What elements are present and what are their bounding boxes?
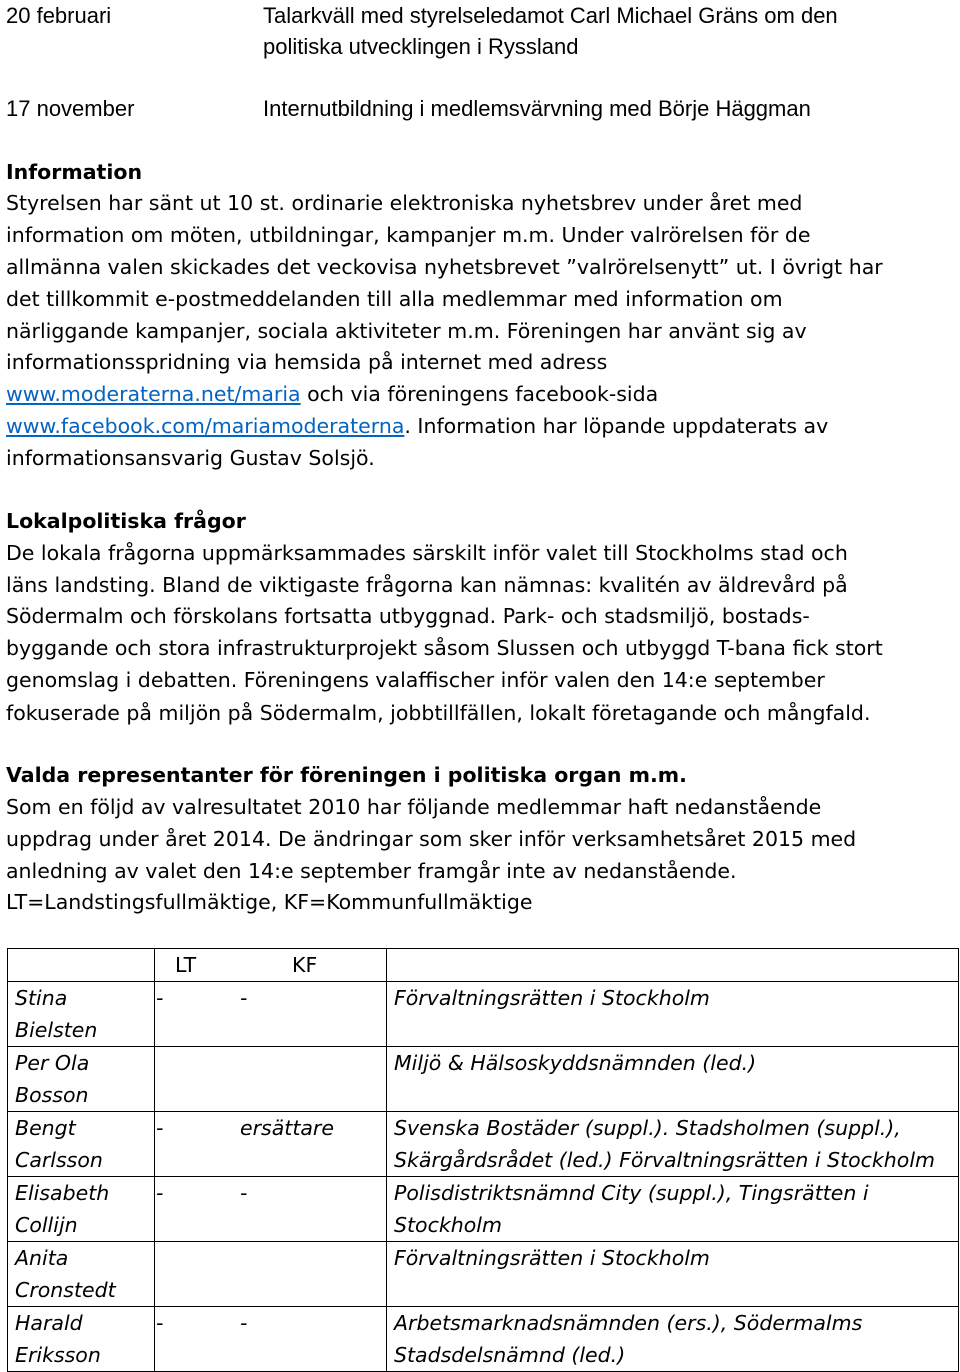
paragraph-line: uppdrag under året 2014. De ändringar som sker inför verksamhetsåret 2015 med xyxy=(6,827,857,851)
assignment-cell xyxy=(387,1242,959,1307)
lt-kf-cell xyxy=(155,1112,387,1177)
section-heading: Lokalpolitiska frågor xyxy=(6,509,246,533)
kf-value: - xyxy=(240,1311,248,1335)
table-header-cell xyxy=(8,949,155,982)
representatives-table xyxy=(7,948,959,1372)
table-row xyxy=(8,1307,959,1372)
member-first-name: Per Ola xyxy=(15,1051,90,1075)
assignment-line: Skärgårdsrådet (led.) Förvaltningsrätten i Stockholm xyxy=(394,1148,935,1172)
member-last-name: Collijn xyxy=(15,1213,78,1237)
paragraph-line: informationsansvarig Gustav Solsjö. xyxy=(6,446,375,470)
lt-kf-cell xyxy=(155,1177,387,1242)
member-last-name: Carlsson xyxy=(15,1148,103,1172)
paragraph-line: anledning av valet den 14:e september framgår inte av nedanstående. xyxy=(6,859,737,883)
member-name-cell xyxy=(8,982,155,1047)
member-last-name: Bielsten xyxy=(15,1018,98,1042)
kf-value: - xyxy=(240,986,248,1010)
paragraph-line: Styrelsen har sänt ut 10 st. ordinarie elektroniska nyhetsbrev under året med xyxy=(6,191,803,215)
table-header-row xyxy=(8,949,959,982)
member-first-name: Bengt xyxy=(15,1116,76,1140)
assignment-cell xyxy=(387,1047,959,1112)
lt-value: - xyxy=(156,1311,164,1335)
member-last-name: Bosson xyxy=(15,1083,89,1107)
member-first-name: Stina xyxy=(15,986,68,1010)
paragraph-line: det tillkommit e-postmeddelanden till alla medlemmar med information om xyxy=(6,287,783,311)
table-header-cell xyxy=(387,949,959,982)
lt-kf-cell xyxy=(155,1047,387,1112)
section-heading: Valda representanter för föreningen i politiska organ m.m. xyxy=(6,763,687,787)
paragraph-line: De lokala frågorna uppmärksammades särskilt inför valet till Stockholms stad och xyxy=(6,541,848,565)
lt-kf-cell xyxy=(155,982,387,1047)
lt-value: - xyxy=(156,1181,164,1205)
member-last-name: Cronstedt xyxy=(15,1278,116,1302)
assignment-line: Stadsdelsnämnd (led.) xyxy=(394,1343,626,1367)
event-date: 17 november xyxy=(6,96,135,121)
assignment-line: Miljö & Hälsoskyddsnämnden (led.) xyxy=(394,1051,757,1075)
paragraph-line: läns landsting. Bland de viktigaste frågorna kan nämnas: kvalitén av äldrevård på xyxy=(6,573,848,597)
member-name-cell xyxy=(8,1177,155,1242)
paragraph-line: informationsspridning via hemsida på internet med adress xyxy=(6,350,608,374)
event-description-line: Internutbildning i medlemsvärvning med Börje Häggman xyxy=(263,96,811,121)
lt-kf-cell xyxy=(155,1242,387,1307)
assignment-line: Förvaltningsrätten i Stockholm xyxy=(394,986,710,1010)
member-name-cell xyxy=(8,1047,155,1112)
event-date: 20 februari xyxy=(6,3,112,28)
table-row xyxy=(8,1242,959,1307)
paragraph-text: och via föreningens facebook-sida xyxy=(300,382,659,406)
assignment-cell xyxy=(387,1112,959,1177)
assignment-cell xyxy=(387,1177,959,1242)
assignment-line: Arbetsmarknadsnämnden (ers.), Södermalms xyxy=(394,1311,863,1335)
assignment-line: Förvaltningsrätten i Stockholm xyxy=(394,1246,710,1270)
paragraph-line: LT=Landstingsfullmäktige, KF=Kommunfullmäktige xyxy=(6,890,533,914)
table-row xyxy=(8,1177,959,1242)
event-description-line: politiska utvecklingen i Ryssland xyxy=(263,34,579,59)
assignment-cell xyxy=(387,982,959,1047)
member-first-name: Anita xyxy=(15,1246,69,1270)
column-header-kf: KF xyxy=(292,953,318,977)
paragraph-line: genomslag i debatten. Föreningens valaffischer inför valen den 14:e september xyxy=(6,668,825,692)
member-first-name: Harald xyxy=(15,1311,83,1335)
section-heading: Information xyxy=(6,160,143,184)
paragraph-line: Som en följd av valresultatet 2010 har följande medlemmar haft nedanstående xyxy=(6,795,822,819)
kf-value: - xyxy=(240,1181,248,1205)
table-row xyxy=(8,1112,959,1177)
assignment-cell xyxy=(387,1307,959,1372)
paragraph-line: Södermalm och förskolans fortsatta utbyggnad. Park- och stadsmiljö, bostads- xyxy=(6,604,810,628)
paragraph-line xyxy=(6,410,828,442)
lt-value: - xyxy=(156,1116,164,1140)
member-name-cell xyxy=(8,1307,155,1372)
kf-value: ersättare xyxy=(240,1116,334,1140)
member-last-name: Eriksson xyxy=(15,1343,101,1367)
table-header-cell xyxy=(155,949,387,982)
event-description-line: Talarkväll med styrelseledamot Carl Michael Gräns om den xyxy=(263,3,838,28)
column-header-lt: LT xyxy=(175,953,197,977)
table-row xyxy=(8,982,959,1047)
paragraph-line: närliggande kampanjer, sociala aktiviteter m.m. Föreningen har använt sig av xyxy=(6,319,807,343)
paragraph-line xyxy=(6,378,658,410)
member-name-cell xyxy=(8,1112,155,1177)
assignment-line: Polisdistriktsnämnd City (suppl.), Tingsrätten i xyxy=(394,1181,869,1205)
facebook-link[interactable]: www.facebook.com/mariamoderaterna xyxy=(6,414,405,438)
paragraph-line: fokuserade på miljön på Södermalm, jobbtillfällen, lokalt företagande och mångfald. xyxy=(6,701,871,725)
member-first-name: Elisabeth xyxy=(15,1181,110,1205)
paragraph-text: . Information har löpande uppdaterats av xyxy=(404,414,829,438)
member-name-cell xyxy=(8,1242,155,1307)
paragraph-line: information om möten, utbildningar, kampanjer m.m. Under valrörelsen för de xyxy=(6,223,811,247)
paragraph-line: byggande och stora infrastrukturprojekt såsom Slussen och utbyggd T-bana fick stort xyxy=(6,636,883,660)
table-row xyxy=(8,1047,959,1112)
assignment-line: Svenska Bostäder (suppl.). Stadsholmen (suppl.), xyxy=(394,1116,901,1140)
assignment-line: Stockholm xyxy=(394,1213,502,1237)
website-link[interactable]: www.moderaterna.net/maria xyxy=(6,382,301,406)
paragraph-line: allmänna valen skickades det veckovisa nyhetsbrevet ”valrörelsenytt” ut. I övrigt har xyxy=(6,255,883,279)
lt-kf-cell xyxy=(155,1307,387,1372)
lt-value: - xyxy=(156,986,164,1010)
